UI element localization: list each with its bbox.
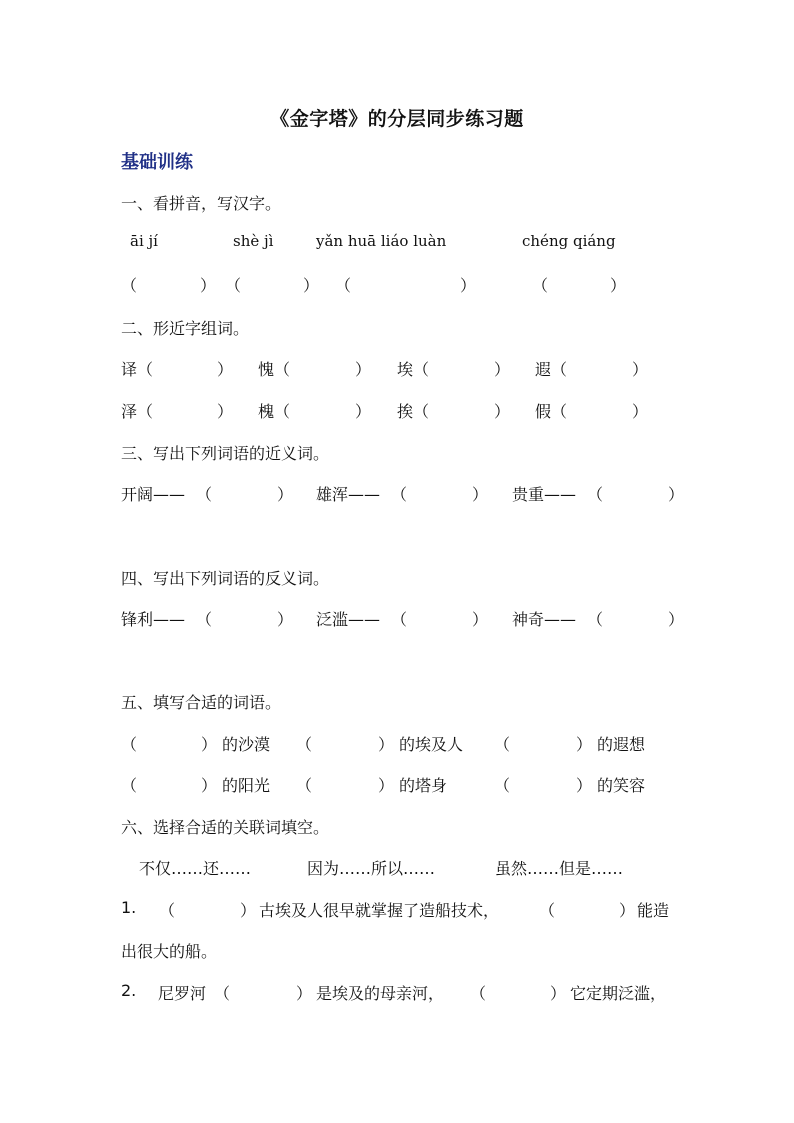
blank-close-paren: ） xyxy=(277,610,294,629)
blank-open-paren[interactable]: （ xyxy=(532,276,549,295)
blank-close-paren: ） xyxy=(460,276,477,295)
blank-open-paren[interactable]: （ xyxy=(121,776,138,795)
blank-open-paren[interactable]: （ xyxy=(413,402,430,421)
char-item: 泽 xyxy=(121,402,138,421)
sentence-text: 古埃及人很早就掌握了造船技术， xyxy=(259,901,500,920)
item-number: 1. xyxy=(121,898,137,917)
blank-open-paren[interactable]: （ xyxy=(587,610,604,629)
blank-open-paren[interactable]: （ xyxy=(494,735,511,754)
sentence-continuation: 出很大的船。 xyxy=(121,942,218,961)
word-item: 开阔—— xyxy=(121,485,186,504)
word-item: 神奇—— xyxy=(512,610,577,629)
sentence-text: 能造 xyxy=(637,901,670,920)
blank-close-paren: ） xyxy=(217,402,234,421)
blank-open-paren[interactable]: （ xyxy=(274,360,291,379)
blank-open-paren[interactable]: （ xyxy=(296,776,313,795)
blank-close-paren: ） xyxy=(494,402,511,421)
blank-open-paren[interactable]: （ xyxy=(470,984,487,1003)
blank-close-paren: ） xyxy=(610,276,627,295)
pinyin-item: shè jì xyxy=(233,232,274,250)
blank-open-paren[interactable]: （ xyxy=(413,360,430,379)
blank-close-paren: ） xyxy=(378,735,395,754)
pinyin-item: yǎn huā liáo luàn xyxy=(316,232,447,250)
blank-open-paren[interactable]: （ xyxy=(539,901,556,920)
blank-open-paren[interactable]: （ xyxy=(196,610,213,629)
blank-open-paren[interactable]: （ xyxy=(137,402,154,421)
pinyin-item: āi jí xyxy=(130,232,158,250)
blank-close-paren: ） xyxy=(576,776,593,795)
blank-open-paren[interactable]: （ xyxy=(196,485,213,504)
char-item: 埃 xyxy=(397,360,414,379)
phrase-item: 的遐想 xyxy=(597,735,646,754)
word-item: 泛滥—— xyxy=(316,610,381,629)
phrase-item: 的沙漠 xyxy=(222,735,271,754)
blank-open-paren[interactable]: （ xyxy=(214,984,231,1003)
phrase-item: 的塔身 xyxy=(399,776,448,795)
blank-close-paren: ） xyxy=(303,276,320,295)
blank-close-paren: ） xyxy=(296,984,313,1003)
conjunction-option: 不仅……还…… xyxy=(139,859,252,878)
char-item: 译 xyxy=(121,360,138,379)
char-item: 遐 xyxy=(535,360,552,379)
blank-open-paren[interactable]: （ xyxy=(121,735,138,754)
phrase-item: 的阳光 xyxy=(222,776,271,795)
blank-open-paren[interactable]: （ xyxy=(121,276,138,295)
blank-open-paren[interactable]: （ xyxy=(391,485,408,504)
blank-open-paren[interactable]: （ xyxy=(137,360,154,379)
blank-close-paren: ） xyxy=(668,610,685,629)
blank-close-paren: ） xyxy=(217,360,234,379)
char-item: 愧 xyxy=(258,360,275,379)
blank-open-paren[interactable]: （ xyxy=(494,776,511,795)
question-4-heading: 四、写出下列词语的反义词。 xyxy=(121,569,330,588)
question-5-heading: 五、填写合适的词语。 xyxy=(121,693,282,712)
question-1-heading: 一、看拼音，写汉字。 xyxy=(121,194,282,213)
blank-close-paren: ） xyxy=(494,360,511,379)
blank-close-paren: ） xyxy=(201,735,218,754)
blank-close-paren: ） xyxy=(277,485,294,504)
blank-close-paren: ） xyxy=(472,610,489,629)
sentence-text: 是埃及的母亲河， xyxy=(316,984,445,1003)
blank-open-paren[interactable]: （ xyxy=(587,485,604,504)
word-item: 贵重—— xyxy=(512,485,577,504)
char-item: 假 xyxy=(535,402,552,421)
sentence-text: 它定期泛滥， xyxy=(570,984,667,1003)
question-3-heading: 三、写出下列词语的近义词。 xyxy=(121,444,330,463)
sentence-text: 尼罗河 xyxy=(158,984,207,1003)
question-6-heading: 六、选择合适的关联词填空。 xyxy=(121,818,330,837)
blank-open-paren[interactable]: （ xyxy=(296,735,313,754)
pinyin-item: chéng qiáng xyxy=(522,232,616,250)
blank-close-paren: ） xyxy=(240,901,257,920)
blank-open-paren[interactable]: （ xyxy=(551,360,568,379)
question-2-heading: 二、形近字组词。 xyxy=(121,319,250,338)
blank-open-paren[interactable]: （ xyxy=(159,901,176,920)
blank-open-paren[interactable]: （ xyxy=(391,610,408,629)
phrase-item: 的笑容 xyxy=(597,776,646,795)
blank-close-paren: ） xyxy=(576,735,593,754)
word-item: 锋利—— xyxy=(121,610,186,629)
blank-close-paren: ） xyxy=(550,984,567,1003)
char-item: 槐 xyxy=(258,402,275,421)
item-number: 2. xyxy=(121,981,137,1000)
blank-open-paren[interactable]: （ xyxy=(335,276,352,295)
blank-close-paren: ） xyxy=(200,276,217,295)
blank-close-paren: ） xyxy=(472,485,489,504)
conjunction-option: 因为……所以…… xyxy=(307,859,436,878)
page-title: 《金字塔》的分层同步练习题 xyxy=(270,108,524,130)
section-subtitle: 基础训练 xyxy=(121,152,193,173)
blank-open-paren[interactable]: （ xyxy=(551,402,568,421)
blank-close-paren: ） xyxy=(378,776,395,795)
conjunction-option: 虽然……但是…… xyxy=(495,859,624,878)
char-item: 挨 xyxy=(397,402,414,421)
blank-open-paren[interactable]: （ xyxy=(274,402,291,421)
blank-open-paren[interactable]: （ xyxy=(225,276,242,295)
blank-close-paren: ） xyxy=(355,402,372,421)
blank-close-paren: ） xyxy=(201,776,218,795)
blank-close-paren: ） xyxy=(619,901,636,920)
phrase-item: 的埃及人 xyxy=(399,735,464,754)
blank-close-paren: ） xyxy=(632,360,649,379)
blank-close-paren: ） xyxy=(355,360,372,379)
blank-close-paren: ） xyxy=(668,485,685,504)
word-item: 雄浑—— xyxy=(316,485,381,504)
blank-close-paren: ） xyxy=(632,402,649,421)
